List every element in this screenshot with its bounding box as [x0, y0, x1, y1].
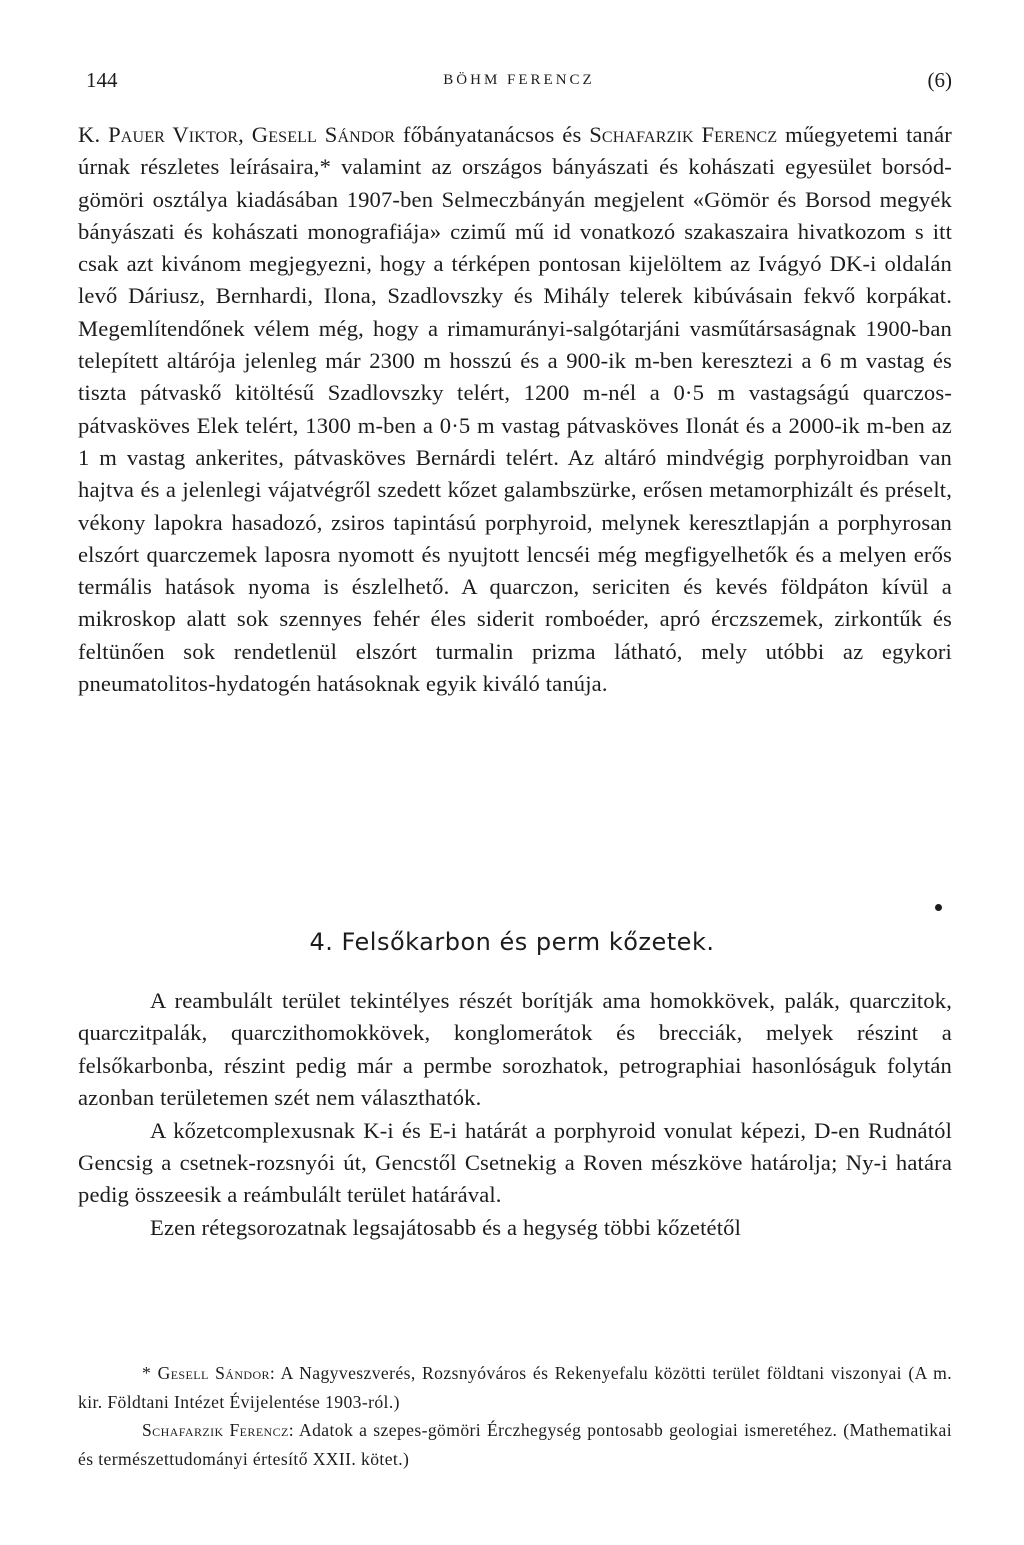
footnote-author: Gesell Sándor: — [157, 1363, 276, 1383]
paragraph — [78, 119, 952, 700]
section-number: (6) — [927, 68, 952, 92]
footnote-text: Adatok a szepes-gömöri Érczhegység pontosabb geologiai ismeretéhez. (Mathematikai és természettudományi értesítő XXII. kötet.) — [78, 1420, 952, 1469]
page-header — [86, 68, 952, 98]
section-text — [78, 985, 952, 1244]
footnote-text: A Nagyveszverés, Rozsnyóváros és Rekenyefalu közötti terület földtani viszonyai (A m. kir. Földtani Intézet Évijelentése 1903-ról.) — [78, 1363, 953, 1412]
text-run: főbányatanácsos és — [395, 122, 590, 147]
page-number: 144 — [86, 68, 118, 92]
main-text — [78, 119, 952, 700]
author-name: Schafarzik Ferencz — [589, 122, 778, 147]
paragraph: Ezen rétegsorozatnak legsajátosabb és a hegység többi kőzetétől — [150, 1214, 742, 1240]
footnote — [78, 1359, 952, 1416]
author-name: K. Pauer Viktor — [78, 122, 239, 147]
section-heading: 4. Felsőkarbon és perm kőzetek. — [309, 928, 715, 956]
paragraph: A reambulált terület tekintélyes részét borítják ama homokkövek, palák, quarczitok, quarczitpalák, quarczithomokkövek, konglomerátok és brecciák, melyek részint a felsőkarbonba, részint pedig már a permbe sorozhatok, petrographiai hasonlóságuk folytán azonban területemen szét nem választhatók. — [78, 988, 952, 1111]
paragraph: A kőzetcomplexusnak K-i és E-i határát a porphyroid vonulat képezi, D-en Rudnától Gencsig a csetnek-rozsnyói út, Gencstől Csetnekig a Roven mészköve határolja; Ny-i határa pedig összeesik a reámbulált terület határával. — [78, 1117, 952, 1208]
footnote-marker: * — [142, 1363, 158, 1383]
footnote-author: Schafarzik Ferencz: — [142, 1420, 295, 1440]
text-run: műegyetemi tanár úrnak részletes leírásaira,* valamint az országos bányászati és kohászati egyesület borsód-gömöri osztálya kiadásában 1907-ben Selmeczbányán megjelent «Gömör és Borsod megyék bányászati és kohászati monografiája» czimű mű id vonatkozó szakaszaira hivatkozom s itt csak azt kivánom megjegyezni, hogy a térképen pontosan kijelöltem az Ivágyó DK-i oldalán levő Dáriusz, Bernhardi, Ilona, Szadlovszky és Mihály telerek kibúvásain fekvő korpákat. Megemlítendőnek vélem még, hogy a rimamurányi-salgótarjáni vasműtársaságnak 1900-ban telepített altárója jelenleg már 2300 m hosszú és a 900-ik m-ben keresztezi a 6 m vastag és tiszta pátvaskő kitöltésű Szadlovszky telért, 1200 m-nél a 0·5 m vastagságú quarczos-pátvasköves Elek telért, 1300 m-ben a 0·5 m vastag pátvasköves Ilonát és a 2000-ik m-ben az 1 m vastag ankerites, pátvasköves Bernárdi telért. Az altáró mindvégig porphyroidban van hajtva és a jelenlegi vájatvégről szedett kőzet galambszürke, erősen metamorphizált és préselt, vékony lapokra hasadozó, zsiros tapintású porphyroid, melynek keresztlapján a porphyrosan elszórt quarczemek laposra nyomott és nyujtott lencséi még megfigyelhetők és a melyen erős termális hatások nyoma is észlelhető. A quarczon, sericiten és kevés földpáton kívül a mikroskop alatt sok szennyes fehér éles siderit romboéder, apró érczszemek, zirkontűk és feltünően sok rendetlenül elszórt turmalin prizma látható, mely utóbbi az egykori pneumatolitos-hydatogén hatásoknak egyik kiváló tanúja. — [78, 122, 952, 697]
ornament-dot — [935, 904, 942, 911]
footnote — [78, 1416, 952, 1473]
running-title: BÖHM FERENCZ — [443, 72, 595, 88]
footnotes — [78, 1359, 952, 1473]
text-run: , — [238, 122, 252, 147]
author-name: Gesell Sándor — [251, 122, 396, 147]
